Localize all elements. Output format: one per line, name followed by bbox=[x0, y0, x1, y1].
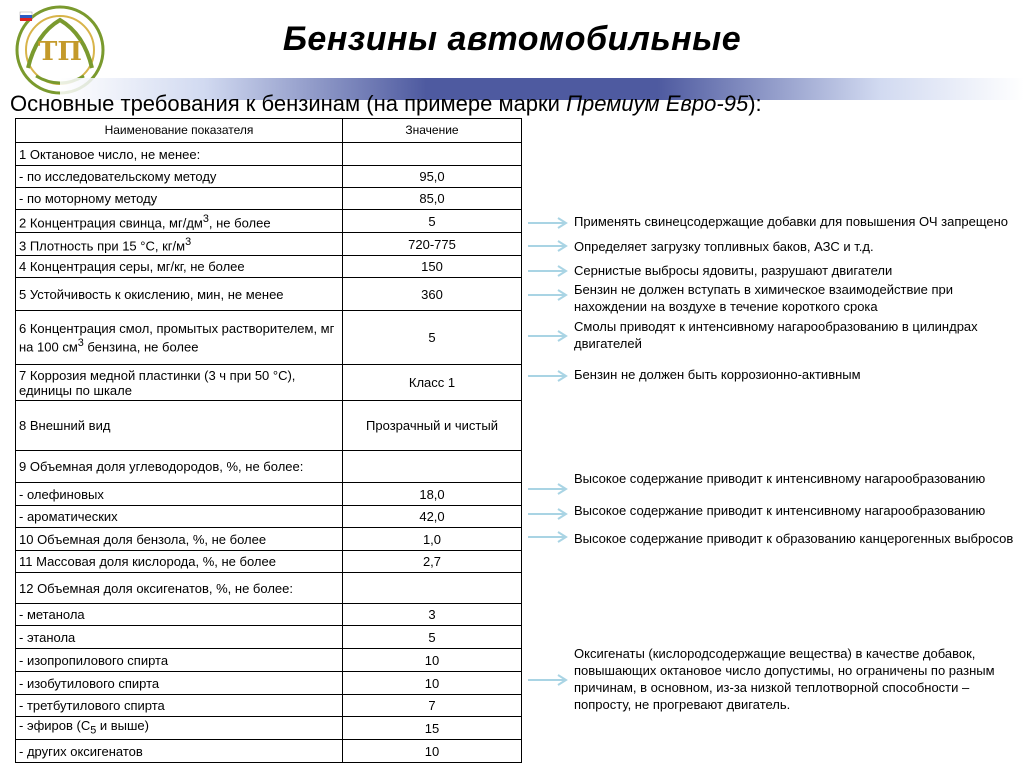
indicator-name-text: 3 Плотность при 15 °С, кг/м bbox=[19, 238, 186, 254]
indicator-value: Прозрачный и чистый bbox=[343, 401, 522, 451]
indicator-name: - метанола bbox=[16, 604, 343, 626]
indicator-name: 8 Внешний вид bbox=[16, 401, 343, 451]
indicator-name: - третбутилового спирта bbox=[16, 695, 343, 717]
indicator-name: 1 Октановое число, не менее: bbox=[16, 143, 343, 166]
indicator-value: 3 bbox=[343, 604, 522, 626]
indicator-name-text: бензина, не более bbox=[83, 339, 199, 355]
indicator-value bbox=[343, 573, 522, 604]
indicator-name-sup: 3 bbox=[185, 235, 192, 248]
indicator-name: - по исследовательскому методу bbox=[16, 166, 343, 188]
arrow-right-icon bbox=[526, 239, 570, 253]
arrow-right-icon bbox=[526, 369, 570, 383]
indicator-name-text: 2 Концентрация свинца, мг/дм bbox=[19, 215, 203, 231]
indicator-name: 12 Объемная доля оксигенатов, %, не более: bbox=[16, 573, 343, 604]
note-oxygenates: Оксигенаты (кислородсодержащие вещества) в качестве добавок, повышающих октановое число допустимы, но ограничены по разным причинам, в основном, из-за низкой теплотворной способности – попросту, не прогревают двигатель. bbox=[574, 646, 995, 712]
column-header-indicator: Наименование показателя bbox=[16, 119, 343, 143]
note-resins: Смолы приводят к интенсивному нагарообразованию в цилиндрах двигателей bbox=[574, 319, 978, 351]
note-oxidation: Бензин не должен вступать в химическое взаимодействие при нахождении на воздухе в течение короткого срока bbox=[574, 282, 954, 314]
indicator-value: 2,7 bbox=[343, 551, 522, 573]
indicator-name bbox=[16, 233, 343, 256]
indicator-name-text: , не более bbox=[208, 215, 271, 231]
page-title: Бензины автомобильные bbox=[282, 20, 742, 58]
table-row bbox=[16, 551, 522, 573]
indicator-name: 11 Массовая доля кислорода, %, не более bbox=[16, 551, 343, 573]
table-row bbox=[16, 188, 522, 210]
indicator-name-sup: 3 bbox=[77, 336, 84, 349]
indicator-value: 42,0 bbox=[343, 506, 522, 528]
indicator-name: 10 Объемная доля бензола, %, не более bbox=[16, 528, 343, 551]
indicator-value: 7 bbox=[343, 695, 522, 717]
table-row bbox=[16, 626, 522, 649]
subtitle-prefix: Основные требования к бензинам (на примере марки bbox=[10, 91, 567, 116]
indicator-name: 4 Концентрация серы, мг/кг, не более bbox=[16, 256, 343, 278]
indicator-value: 150 bbox=[343, 256, 522, 278]
indicator-name bbox=[16, 717, 343, 740]
table-row bbox=[16, 278, 522, 311]
subtitle-suffix: ): bbox=[748, 91, 762, 116]
note-corrosion: Бензин не должен быть коррозионно-активным bbox=[574, 367, 861, 382]
arrow-right-icon bbox=[526, 216, 570, 230]
indicator-name: 5 Устойчивость к окислению, мин, не менее bbox=[16, 278, 343, 311]
indicator-value: 95,0 bbox=[343, 166, 522, 188]
indicator-value: 15 bbox=[343, 717, 522, 740]
arrow-right-icon bbox=[526, 530, 570, 544]
indicator-value: 10 bbox=[343, 740, 522, 763]
table-row bbox=[16, 695, 522, 717]
indicator-value: 5 bbox=[343, 626, 522, 649]
indicator-value bbox=[343, 451, 522, 483]
table-row bbox=[16, 143, 522, 166]
arrow-right-icon bbox=[526, 507, 570, 521]
note-olefins: Высокое содержание приводит к интенсивному нагарообразованию bbox=[574, 471, 986, 486]
table-row bbox=[16, 365, 522, 401]
indicator-value: 85,0 bbox=[343, 188, 522, 210]
indicator-name-sup: 3 bbox=[202, 212, 209, 225]
indicator-name-sub: 5 bbox=[90, 724, 97, 737]
arrow-right-icon bbox=[526, 482, 570, 496]
table-row bbox=[16, 717, 522, 740]
table-row bbox=[16, 166, 522, 188]
indicator-name: 7 Коррозия медной пластинки (3 ч при 50 °С), единицы по шкале bbox=[16, 365, 343, 401]
indicator-name: - олефиновых bbox=[16, 483, 343, 506]
indicator-name bbox=[16, 210, 343, 233]
indicator-value: 1,0 bbox=[343, 528, 522, 551]
table-row bbox=[16, 649, 522, 672]
arrow-right-icon bbox=[526, 264, 570, 278]
table-row bbox=[16, 528, 522, 551]
table-row bbox=[16, 573, 522, 604]
note-density: Определяет загрузку топливных баков, АЗС и т.д. bbox=[574, 239, 874, 254]
table-header-row bbox=[16, 119, 522, 143]
indicator-name: - ароматических bbox=[16, 506, 343, 528]
note-sulfur: Сернистые выбросы ядовиты, разрушают двигатели bbox=[574, 263, 893, 278]
table-row bbox=[16, 233, 522, 256]
arrow-right-icon bbox=[526, 329, 570, 343]
indicator-name: - изопропилового спирта bbox=[16, 649, 343, 672]
table-row bbox=[16, 256, 522, 278]
indicator-value: 10 bbox=[343, 649, 522, 672]
indicator-value: 10 bbox=[343, 672, 522, 695]
indicator-value: 360 bbox=[343, 278, 522, 311]
table-row bbox=[16, 451, 522, 483]
arrow-right-icon bbox=[526, 673, 570, 687]
indicator-name-text: - эфиров (С bbox=[19, 717, 91, 733]
indicator-name bbox=[16, 311, 343, 365]
indicator-value bbox=[343, 143, 522, 166]
page-subtitle bbox=[10, 91, 762, 117]
note-aromatics: Высокое содержание приводит к интенсивному нагарообразованию bbox=[574, 503, 986, 518]
table-row bbox=[16, 740, 522, 763]
indicator-value: Класс 1 bbox=[343, 365, 522, 401]
note-benzene: Высокое содержание приводит к образованию канцерогенных выбросов bbox=[574, 531, 1014, 546]
indicator-name: 9 Объемная доля углеводородов, %, не более: bbox=[16, 451, 343, 483]
table-row bbox=[16, 311, 522, 365]
table-row bbox=[16, 483, 522, 506]
column-header-value: Значение bbox=[343, 119, 522, 143]
note-lead: Применять свинецсодержащие добавки для повышения ОЧ запрещено bbox=[574, 214, 1009, 229]
table-row bbox=[16, 210, 522, 233]
indicator-value: 720-775 bbox=[343, 233, 522, 256]
table-row bbox=[16, 604, 522, 626]
indicator-name: - изобутилового спирта bbox=[16, 672, 343, 695]
table-row bbox=[16, 401, 522, 451]
table-row bbox=[16, 506, 522, 528]
table-row bbox=[16, 672, 522, 695]
subtitle-brand: Премиум Евро-95 bbox=[566, 91, 749, 116]
arrow-right-icon bbox=[526, 288, 570, 302]
indicator-value: 5 bbox=[343, 210, 522, 233]
indicator-value: 18,0 bbox=[343, 483, 522, 506]
indicator-name: - этанола bbox=[16, 626, 343, 649]
requirements-table bbox=[15, 118, 522, 763]
indicator-value: 5 bbox=[343, 311, 522, 365]
indicator-name: - других оксигенатов bbox=[16, 740, 343, 763]
indicator-name: - по моторному методу bbox=[16, 188, 343, 210]
indicator-name-text: 6 Концентрация смол, промытых растворителем, мг на 100 см bbox=[19, 320, 335, 355]
svg-text:ТП: ТП bbox=[38, 37, 82, 67]
indicator-name-text: и выше) bbox=[96, 717, 149, 733]
